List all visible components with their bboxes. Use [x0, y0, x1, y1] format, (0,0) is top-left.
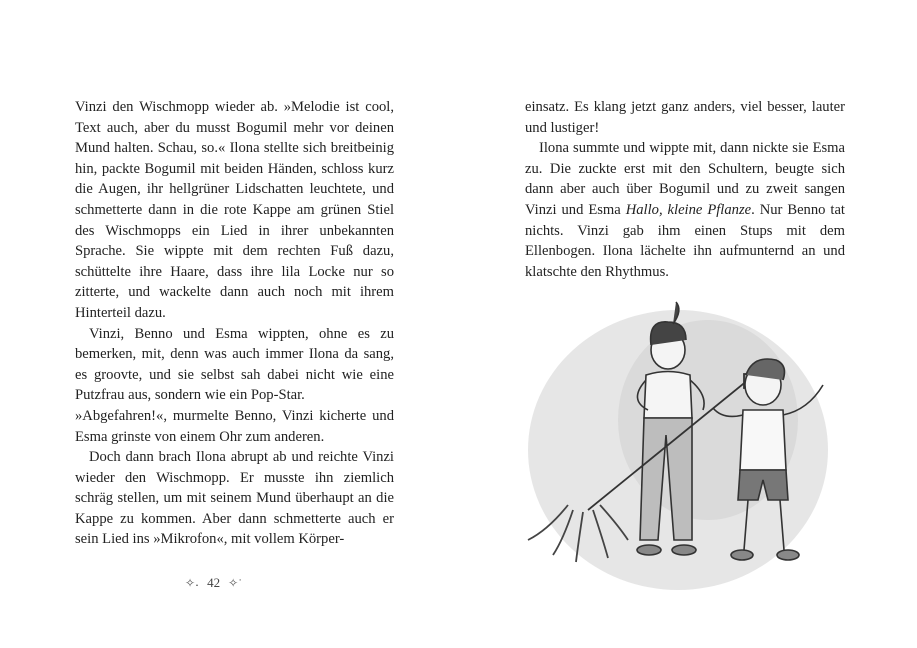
star-ornament-icon: ✧˖ [185, 575, 200, 590]
right-page [458, 0, 917, 648]
star-ornament-icon: ✧˙ [228, 575, 243, 590]
paragraph-text: . Nur Benno tat nichts. Vinzi gab ihm einen Stups mit dem Ellenbogen. Ilona lächelte ihn aufmunternd an und klatschte den Rhythmus. [525, 201, 845, 280]
paragraph [525, 138, 845, 282]
paragraph: Vinzi, Benno und Esma wippten, ohne es zu bemerken, mit, denn was auch immer Ilona da sang, es groovte, und sie selbst sah dabei nicht wie eine Putzfrau aus, sondern wie ein Pop-Star. [75, 325, 394, 404]
paragraph: einsatz. Es klang jetzt ganz anders, viel besser, lauter und lustiger! [525, 99, 845, 136]
paragraph: Doch dann brach Ilona abrupt ab und reichte Vinzi wieder den Wischmopp. Er musste ihn ziemlich schräg stellen, um mit seinem Mund überhaupt an die Kappe zu kommen. Aber dann schmetterte auch er sein Lied ins »Mikrofon«, mit vollem Körper- [75, 449, 394, 548]
left-page [0, 0, 458, 648]
paragraph: Vinzi den Wischmopp wieder ab. »Melodie ist cool, Text auch, aber du musst Bogumil mehr vor deinen Mund halten. Schau, so.« Ilona stellte sich breitbeinig hin, packte Bogumil mit beiden Händen, schloss kurz die Augen, ihr hellgrüner Lidschatten leuchtete, und schmetterte dann in die rote Kappe am grünen Stiel des Wischmopps ein Lied in ihrer unbekannten Sprache. Sie wippte mit dem rechten Fuß dazu, schüttelte ihre Haare, dass ihre lila Locke nur so zitterte, und wackelte dann auch noch mit ihrem Hinterteil dazu. [75, 99, 394, 321]
right-page-text [525, 97, 845, 282]
left-page-text [75, 97, 394, 550]
illustration-girl-with-mop-and-boy-singing-icon [508, 300, 838, 590]
page-number-footer [185, 575, 285, 591]
paragraph-text: Ilona summte und wippte mit, dann nickte sie Esma zu. Die zuckte erst mit den Schultern, beugte sich dann aber auch über Bogumil und zu zweit sangen Vinzi und Esma [525, 140, 845, 218]
paragraph: »Abgefahren!«, murmelte Benno, Vinzi kicherte und Esma grinste von einem Ohr zum anderen. [75, 407, 394, 445]
song-title: Hallo, kleine Pflanze [625, 201, 752, 218]
page-number: 42 [207, 575, 221, 590]
